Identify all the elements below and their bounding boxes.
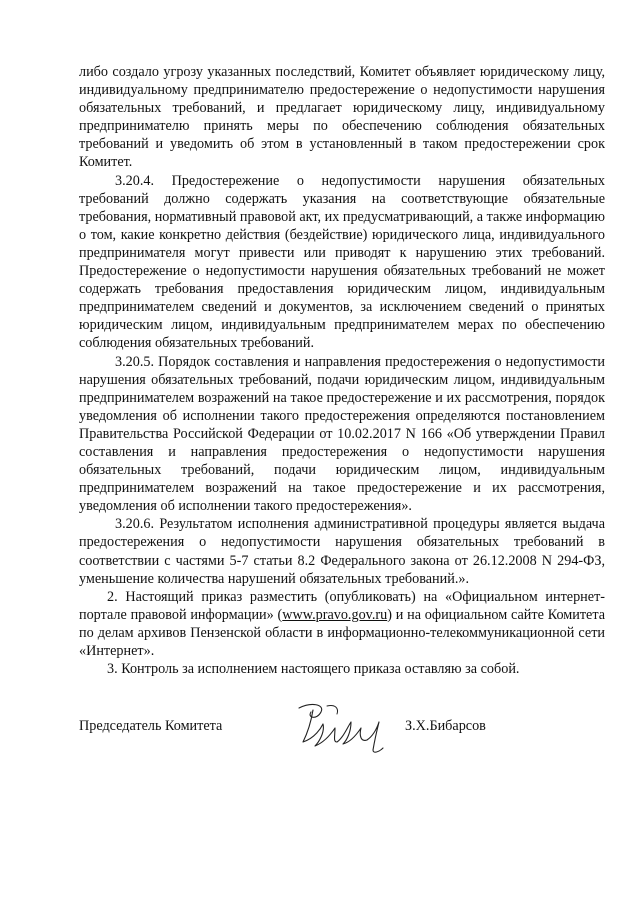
- paragraph-3-20-5: 3.20.5. Порядок составления и направления предостережения о недопустимости нарушения обязательных требований, подачи юридическим лицом, индивидуальным предпринимателем возражений на такое предостережение и их рассмотрения, порядок уведомления об исполнении такого предостережения определяются постановлением Правительства Российской Федерации от 10.02.2017 N 166 «Об утверждении Правил составления и направления предостережения о недопустимости нарушения обязательных требований, подачи юридическим лицом, индивидуальным предпринимателем возражений на такое предостережение и их рассмотрения, уведомления об исполнении такого предостережения».: [79, 353, 605, 515]
- signer-title: Председатель Комитета: [79, 718, 223, 734]
- pravo-gov-link[interactable]: www.pravo.gov.ru: [282, 606, 388, 623]
- paragraph-item-3: 3. Контроль за исполнением настоящего приказа оставляю за собой.: [107, 661, 520, 678]
- signer-name: З.Х.Бибарсов: [405, 718, 486, 734]
- paragraph-continuation: либо создало угрозу указанных последствий, Комитет объявляет юридическому лицу, индивидуальному предпринимателю предостережение о недопустимости нарушения обязательных требований, и предлагает юридическому лицу, индивидуальному предпринимателю принять меры по обеспечению соблюдения обязательных требований и уведомить об этом в установленный в таком предостережении срок Комитет.: [79, 64, 605, 171]
- paragraph-item-2-text-a: 2. Настоящий приказ разместить (опубликовать) на «Официальном интернет-портале правовой информации» (: [79, 588, 605, 623]
- document-body: [79, 63, 605, 678]
- paragraph-3-20-6: 3.20.6. Результатом исполнения административной процедуры является выдача предостережения о недопустимости нарушения обязательных требований в соответствии с частями 5-7 статьи 8.2 Федерального закона от 26.12.2008 N 294-ФЗ, уменьшение количества нарушений обязательных требований.».: [79, 516, 605, 587]
- paragraph-3-20-4: 3.20.4. Предостережение о недопустимости нарушения обязательных требований должно содержать указания на соответствующие обязательные требования, нормативный правовой акт, их предусматривающий, а также информацию о том, какие конкретно действия (бездействие) юридического лица, индивидуального предпринимателя могут привести или приводят к нарушению этих требований. Предостережение о недопустимости нарушения обязательных требований не может содержать требования предоставления юридическим лицом, индивидуальным предпринимателем сведений и документов, за исключением сведений о принятых юридическим лицом, индивидуальным предпринимателем мерах по обеспечению соблюдения обязательных требований.: [79, 172, 605, 352]
- paragraph-item-2-text-b: ) и на официальном сайте Комитета по делам архивов Пензенской области в информационно-телекоммуникационной сети «Интернет».: [79, 606, 606, 659]
- paragraph-item-2: [79, 588, 605, 660]
- handwritten-signature-icon: [291, 698, 391, 758]
- signature-block: [79, 712, 605, 762]
